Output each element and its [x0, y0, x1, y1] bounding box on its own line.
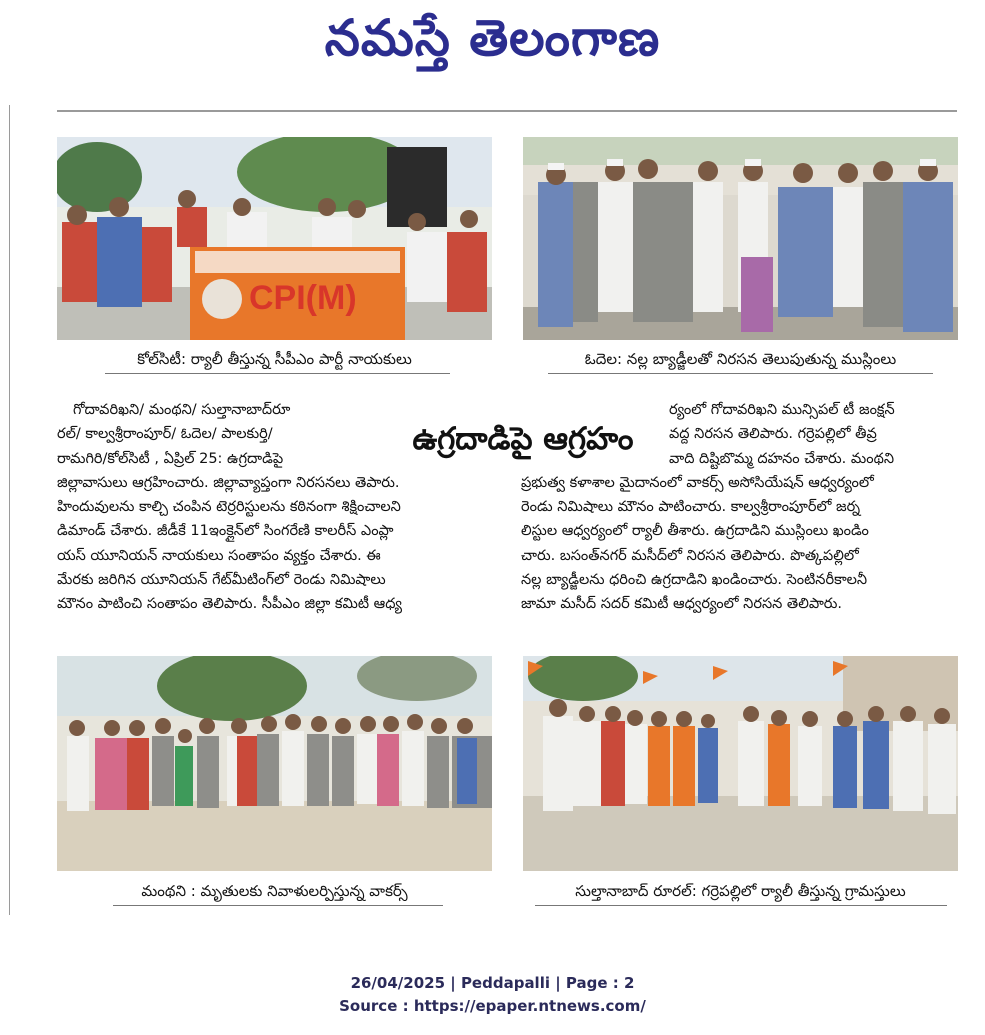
- caption-underline: [548, 373, 933, 374]
- photo-manthani-workers: [57, 656, 492, 871]
- photo-odela-protest: [523, 137, 958, 340]
- article-line: వాది దిష్టిబొమ్మ దహనం చేశారు. మంథని: [669, 450, 895, 467]
- article-line: మౌనం పాటించి సంతాపం తెలిపారు. సీపీఎం జిల్లా కమిటీ ఆధ్య: [57, 596, 402, 613]
- article-left-column: [57, 398, 494, 617]
- caption-manthani-workers: మంథని : మృతులకు నివాళులర్పిస్తున్న వాకర్స్: [141, 882, 408, 900]
- caption-cpim-rally: కోల్‌సిటీ: ర్యాలీ తీస్తున్న సీపీఎం పార్టీ నాయకులు: [137, 350, 412, 368]
- article-line: రెండు నిమిషాలు మౌనం పాటించారు. కాల్వశ్రీరాంపూర్‌లో జర్న: [521, 499, 860, 516]
- masthead-logo: నమస్తే తెలంగాణ: [324, 8, 661, 67]
- article-line: జామా మసీద్ సదర్ కమిటీ ఆధ్వర్యంలో నిరసన తెలిపారు.: [521, 596, 843, 613]
- article-line: మేరకు జరిగిన యూనియన్ గేట్‌మీటింగ్‌లో రెండు నిమిషాలు: [57, 572, 386, 589]
- photo-sultanabad-rally: [523, 656, 958, 871]
- article-line: హిందువులను కాల్చి చంపిన టెర్రరిస్టులను కఠినంగా శిక్షించాలని: [57, 499, 401, 516]
- caption-odela-protest: ఓదెల: నల్ల బ్యాడ్జీలతో నిరసన తెలుపుతున్న ముస్లింలు: [584, 350, 897, 368]
- article-line: ర్యంలో గోదావరిఖని మున్సిపల్ టీ జంక్షన్: [669, 402, 895, 418]
- source-link[interactable]: Source : https://epaper.ntnews.com/: [339, 997, 646, 1015]
- article-headline: ఉగ్రదాడిపై ఆగ్రహం: [388, 414, 658, 464]
- article-line: వద్ద నిరసన తెలిపారు. గర్రెపల్లిలో తీవ్ర: [669, 426, 877, 443]
- photo-cpim-rally: [57, 137, 492, 340]
- banner-text: CPI(M): [249, 279, 357, 317]
- article-right-column: [521, 398, 958, 617]
- article-line: ప్రభుత్వ కళాశాల మైదానంలో వాకర్స్ అసోసియేషన్ ఆధ్వర్యంలో: [521, 474, 874, 491]
- caption-underline: [105, 373, 450, 374]
- caption-underline: [535, 905, 947, 906]
- caption-sultanabad-rally: సుల్తానాబాద్ రూరల్: గర్రెపల్లిలో ర్యాలీ తీస్తున్న గ్రామస్తులు: [575, 882, 906, 900]
- top-divider: [57, 110, 957, 112]
- article-line: నల్ల బ్యాడ్జీలను ధరించి ఉగ్రదాడిని ఖండించారు. సెంటినరీకాలనీ: [521, 572, 868, 589]
- article-line: డిమాండ్ చేశారు. జీడీకే 11ఇంక్లైన్‌లో సింగరేణి కాలరీస్ ఎంప్లా: [57, 523, 394, 540]
- article-line: యస్ యూనియన్ నాయకులు సంతాపం వ్యక్తం చేశారు. ఈ: [57, 547, 381, 564]
- article-line: రామగిరి/కోల్‌సిటీ , ఏప్రిల్ 25: ఉగ్రదాడిపై: [57, 450, 284, 467]
- article-line: గోదావరిఖని/ మంథని/ సుల్తానాబాద్‌రూ: [73, 402, 291, 418]
- left-divider: [9, 105, 10, 915]
- article-line: చారు. బసంత్‌నగర్ మసీద్‌లో నిరసన తెలిపారు. పొత్కపల్లిలో: [521, 547, 859, 564]
- edition-meta: 26/04/2025 | Peddapalli | Page : 2: [350, 974, 635, 992]
- article-line: జిల్లావాసులు ఆగ్రహించారు. జిల్లావ్యాప్తంగా నిరసనలు తెపారు.: [57, 474, 400, 491]
- article-line: రల్/ కాల్వశ్రీరాంపూర్/ ఓదెల/ పాలకుర్తి/: [57, 426, 273, 443]
- article-line: లిస్టుల ఆధ్వర్యంలో ర్యాలీ తీశారు. ఉగ్రదాడిని ముస్లింలు ఖండిం: [521, 523, 869, 540]
- caption-underline: [113, 905, 443, 906]
